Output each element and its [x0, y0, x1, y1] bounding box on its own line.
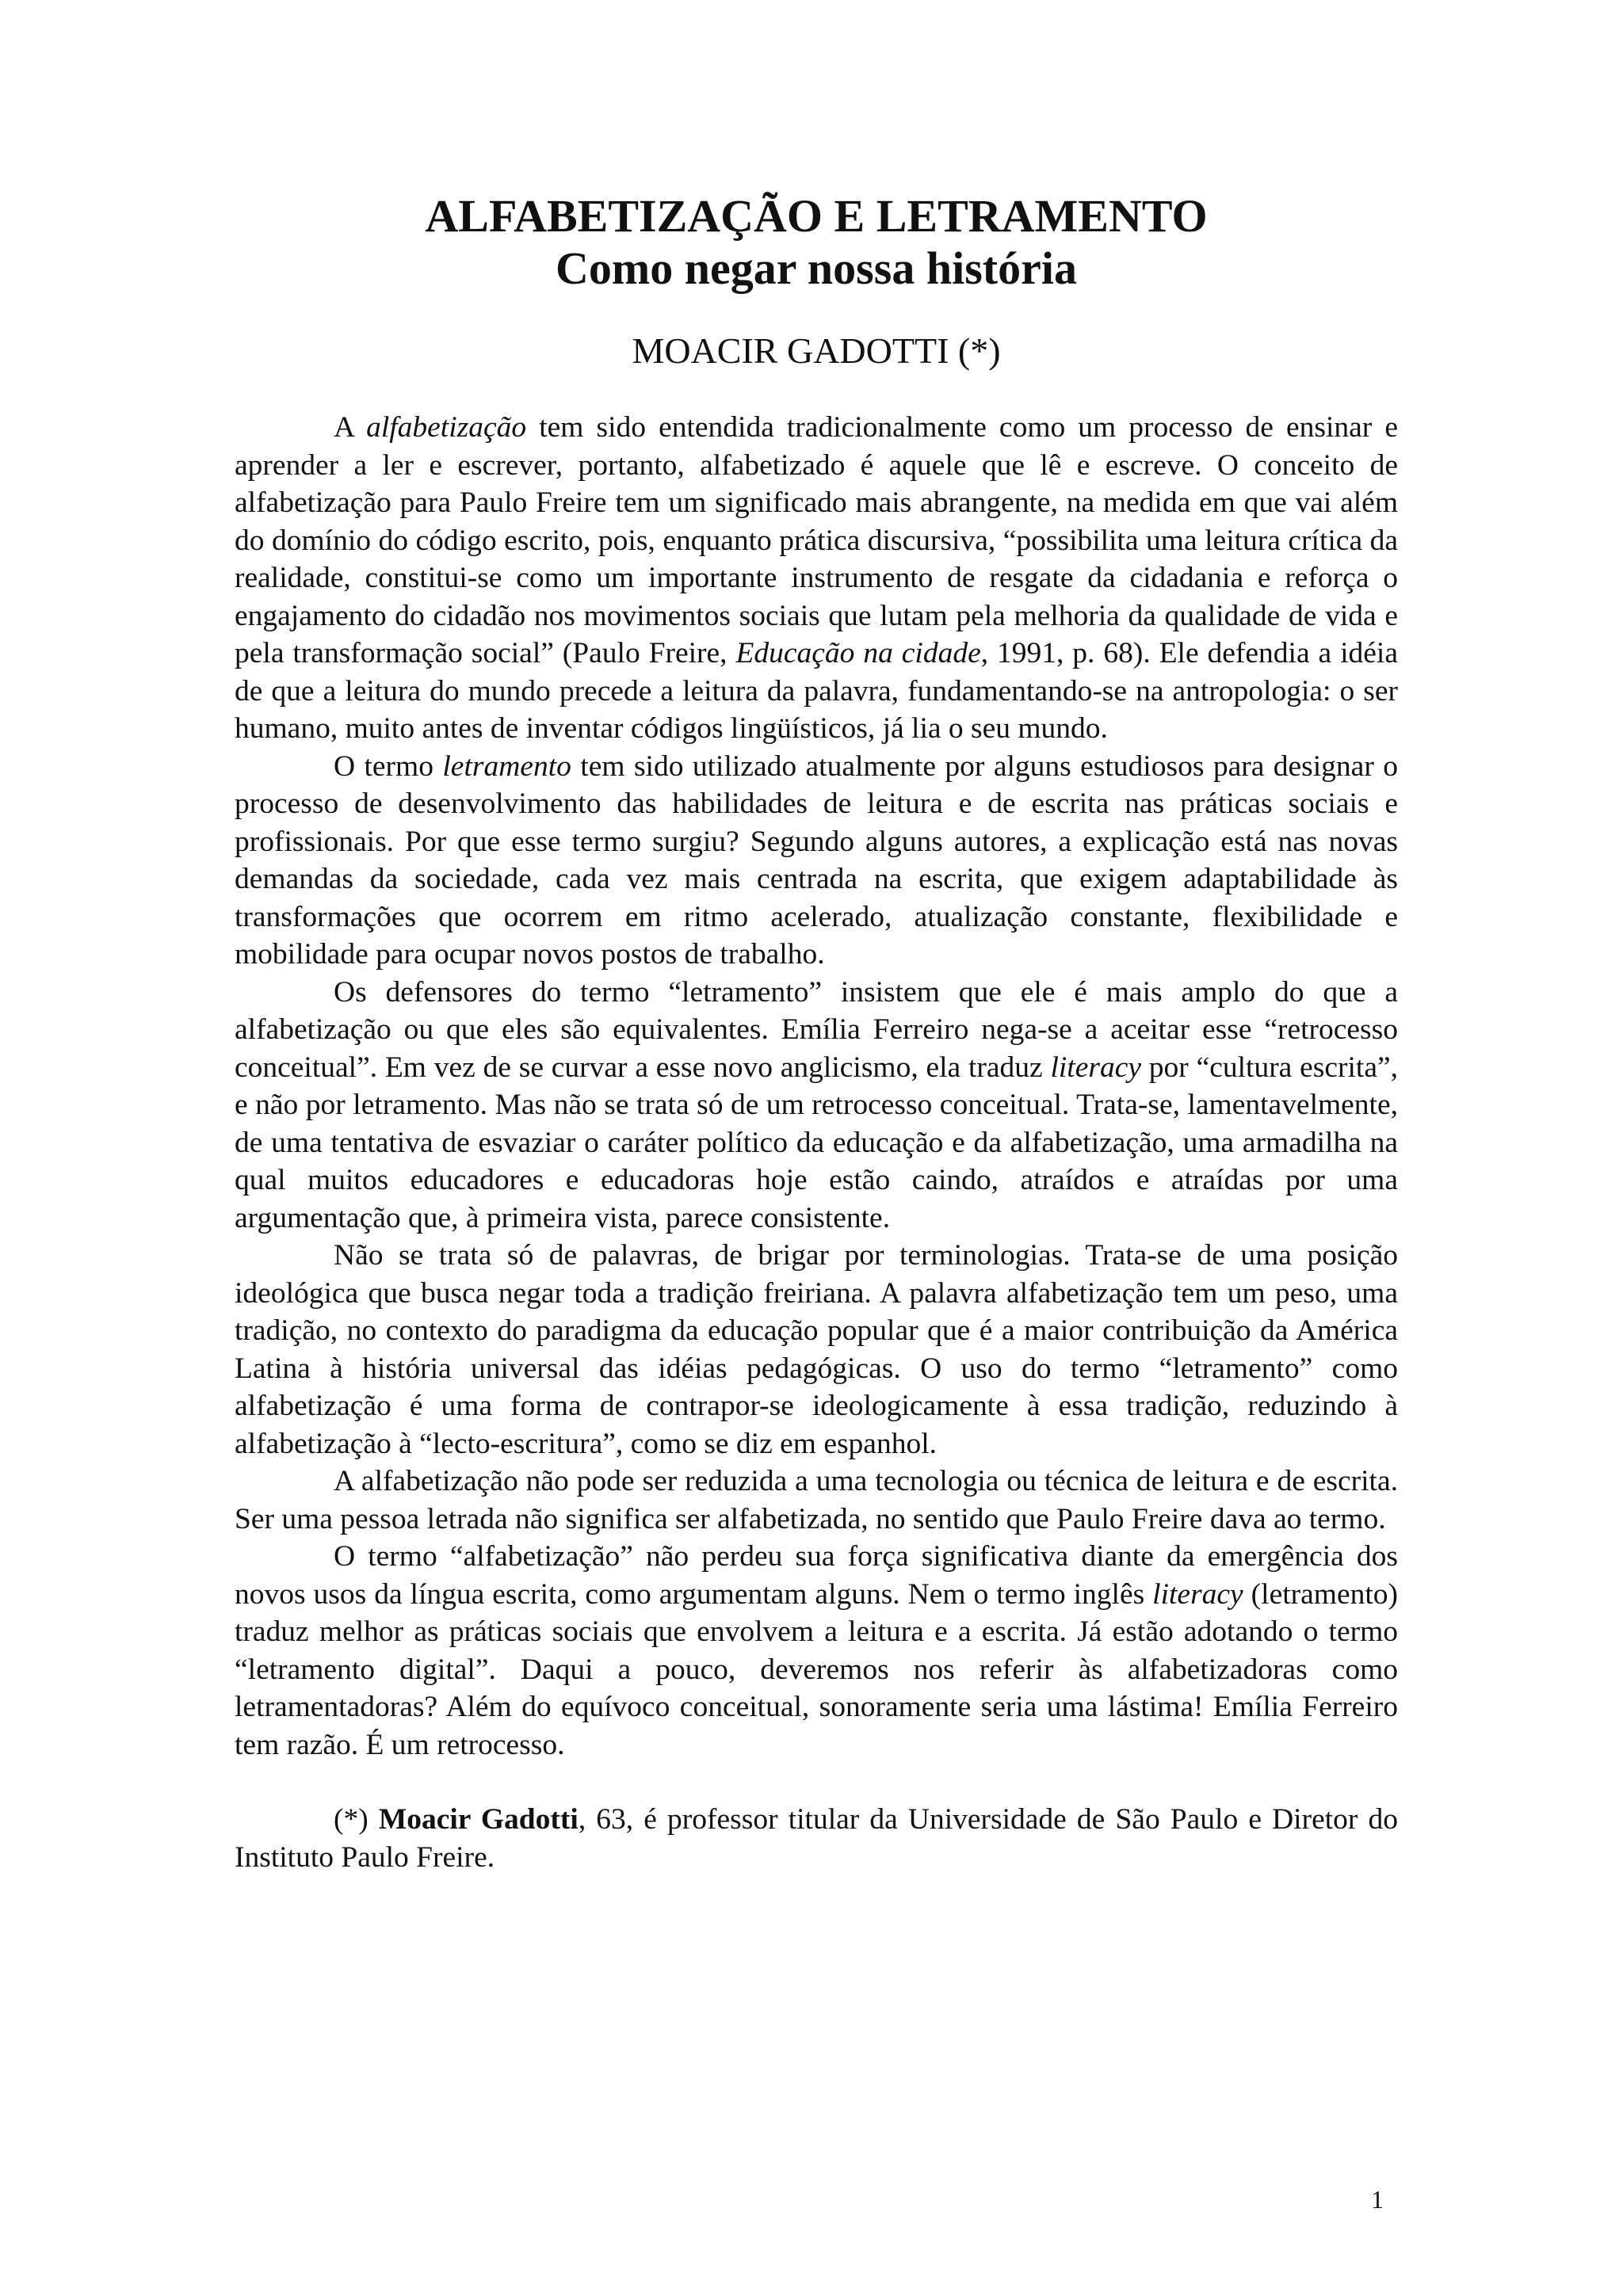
paragraph-run: literacy — [1050, 1051, 1142, 1084]
paragraph-run: tem sido utilizado atualmente por alguns estudiosos para designar o processo de desenvolvimento das habilidades de leitura e de escrita nas práticas sociais e profissionais. Por que esse termo surgiu? Segundo alguns autores, a explicação está nas novas demandas da sociedade, cada vez mais centrada na escrita, que exigem adaptabilidade às transformações que ocorrem em ritmo acelerado, atualização constante, flexibilidade e mobilidade para ocupar novos postos de trabalho. — [235, 749, 1398, 971]
footnote-run: , 63, é professor titular da Universidade de São Paulo e Diretor do Instituto Paulo Freire. — [235, 1803, 1398, 1874]
subtitle-line: Como negar nossa história — [556, 242, 1077, 294]
paragraph-run: letramento — [442, 749, 571, 783]
author-footnote — [235, 1801, 1398, 1876]
paragraph — [235, 409, 1398, 748]
paragraph — [235, 1463, 1398, 1538]
paragraph — [235, 974, 1398, 1238]
paragraph-run: A alfabetização não pode ser reduzida a uma tecnologia ou técnica de leitura e de escrita. Ser uma pessoa letrada não significa ser alfabetizada, no sentido que Paulo Freire dava ao termo. — [235, 1465, 1398, 1535]
paragraph — [235, 1538, 1398, 1764]
paragraph-run: , 1991, p. 68). Ele defendia a idéia de que a leitura do mundo precede a leitura da palavra, fundamentando-se na antropologia: o ser humano, muito antes de inventar códigos lingüísticos, já lia o seu mundo. — [235, 637, 1398, 745]
paragraph-run: A — [334, 411, 367, 444]
paragraph — [235, 748, 1398, 974]
paragraph-run: (letramento) traduz melhor as práticas sociais que envolvem a leitura e a escrita. Já estão adotando o termo “letramento digital”. Daqui a pouco, deveremos nos referir às alfabetizadoras como letramentadoras? Além do equívoco conceitual, sonoramente seria uma lástima! Emília Ferreiro tem razão. É um retrocesso. — [235, 1577, 1398, 1761]
paragraph-run: Educação na cidade — [735, 637, 981, 669]
paragraph-run: por “cultura escrita”, e não por letramento. Mas não se trata só de um retrocesso conceitual. Trata-se, lamentavelmente, de uma tentativa de esvaziar o caráter político da educação e da alfabetização, uma armadilha na qual muitos educadores e educadoras hoje estão caindo, atraídos e atraídas por uma argumentação que, à primeira vista, parece consistente. — [235, 1051, 1398, 1234]
footnote-run: (*) — [334, 1803, 379, 1836]
paragraph-run: Os defensores do termo “letramento” insistem que ele é mais amplo do que a alfabetização ou que eles são equivalentes. Emília Ferreiro nega-se a aceitar esse “retrocesso conceitual”. Em vez de se curvar a esse novo anglicismo, ela traduz — [235, 975, 1398, 1084]
document-page — [235, 190, 1398, 1906]
footnote-run: Moacir Gadotti — [378, 1803, 579, 1836]
paragraph-run: O termo “alfabetização” não perdeu sua força significativa diante da emergência dos novos usos da língua escrita, como argumentam alguns. Nem o termo inglês — [235, 1540, 1398, 1611]
paragraph-run: literacy — [1152, 1577, 1243, 1611]
document-title — [235, 190, 1398, 295]
article-body — [235, 409, 1398, 1764]
page-number: 1 — [1371, 2185, 1384, 2214]
paragraph-run: O termo — [334, 749, 443, 783]
paragraph-run: tem sido entendida tradicionalmente como um processo de ensinar e aprender a ler e escrever, portanto, alfabetizado é aquele que lê e escreve. O conceito de alfabetização para Paulo Freire tem um significado mais abrangente, na medida em que vai além do domínio do código escrito, pois, enquanto prática discursiva, “possibilita uma leitura crítica da realidade, constitui-se como um importante instrumento de resgate da cidadania e reforça o engajamento do cidadão nos movimentos sociais que lutam pela melhoria da qualidade de vida e pela transformação social” (Paulo Freire, — [235, 411, 1398, 669]
title-line: ALFABETIZAÇÃO E LETRAMENTO — [425, 190, 1208, 242]
author-line: MOACIR GADOTTI (*) — [632, 330, 1001, 371]
paragraph — [235, 1237, 1398, 1463]
paragraph-run: Não se trata só de palavras, de brigar por terminologias. Trata-se de uma posição ideológica que busca negar toda a tradição freiriana. A palavra alfabetização tem um peso, uma tradição, no contexto do paradigma da educação popular que é a maior contribuição da América Latina à história universal das idéias pedagógicas. O uso do termo “letramento” como alfabetização é uma forma de contrapor-se ideologicamente à essa tradição, reduzindo à alfabetização à “lecto-escritura”, como se diz em espanhol. — [235, 1239, 1398, 1460]
paragraph-run: alfabetização — [366, 411, 527, 444]
